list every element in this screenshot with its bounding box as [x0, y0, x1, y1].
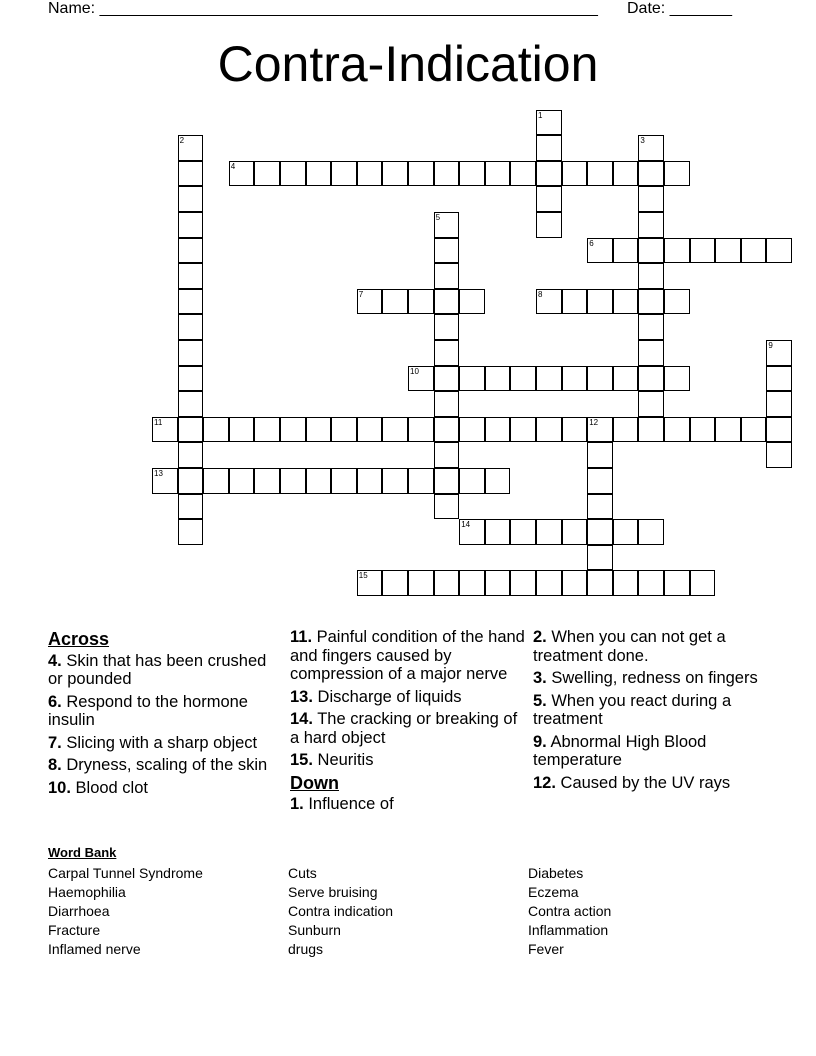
clue-item: [48, 779, 284, 798]
clue-number: 8: [538, 289, 543, 299]
clue-text: Influence of: [303, 795, 394, 813]
grid-cell[interactable]: [178, 314, 204, 340]
clue-number: 6.: [48, 692, 62, 711]
clue-number: 1.: [290, 795, 304, 813]
grid-cell[interactable]: [459, 417, 485, 443]
word-bank-item: Diabetes: [528, 865, 584, 881]
clue-text: Blood clot: [70, 778, 148, 797]
clue-number: 13.: [290, 687, 313, 706]
grid-cell[interactable]: [587, 289, 613, 315]
clue-number: 5: [435, 213, 441, 222]
clue-number: 9: [768, 341, 773, 350]
grid-cell[interactable]: [510, 366, 536, 392]
grid-cell[interactable]: [152, 417, 178, 443]
grid-cell[interactable]: [485, 366, 511, 392]
grid-cell[interactable]: [382, 161, 408, 187]
grid-cell[interactable]: [357, 468, 383, 494]
grid-cell[interactable]: [485, 468, 511, 494]
clue-text: When you react during a treatment: [533, 691, 732, 728]
clue-item: [48, 756, 284, 775]
grid-cell[interactable]: [408, 366, 434, 392]
grid-cell[interactable]: [664, 289, 690, 315]
grid-cell[interactable]: [638, 417, 664, 443]
clue-item: [533, 628, 769, 665]
clues-column-1: [48, 628, 284, 801]
grid-cell[interactable]: [382, 570, 408, 596]
grid-cell[interactable]: [638, 289, 664, 315]
grid-cell[interactable]: [562, 519, 588, 545]
clue-text: Skin that has been crushed or pounded: [48, 651, 267, 688]
word-bank-title: Word Bank: [48, 845, 117, 860]
grid-cell[interactable]: [434, 238, 460, 264]
grid-cell[interactable]: [638, 519, 664, 545]
clue-item: [290, 628, 526, 684]
date-line: Date: _______: [627, 0, 732, 17]
grid-cell[interactable]: [510, 417, 536, 443]
grid-cell[interactable]: [536, 417, 562, 443]
grid-cell[interactable]: [382, 417, 408, 443]
grid-cell[interactable]: [254, 417, 280, 443]
clue-number: 9.: [533, 732, 547, 751]
clue-number: 13: [154, 469, 163, 478]
grid-cell[interactable]: [203, 417, 229, 443]
clue-text: The cracking or breaking of a hard object: [290, 710, 518, 747]
grid-cell[interactable]: [638, 391, 664, 417]
clue-number: 7.: [48, 733, 62, 752]
grid-cell[interactable]: [613, 570, 639, 596]
grid-cell[interactable]: [459, 161, 485, 187]
clue-number: 15: [358, 571, 368, 581]
grid-cell[interactable]: [613, 417, 639, 443]
grid-cell[interactable]: [536, 519, 562, 545]
clue-number: 3.: [533, 669, 547, 687]
grid-cell[interactable]: [434, 366, 460, 392]
word-bank-item: Fever: [528, 941, 564, 957]
grid-cell[interactable]: [536, 186, 562, 212]
grid-cell[interactable]: [178, 263, 204, 289]
word-bank-item: Inflamed nerve: [48, 941, 141, 957]
grid-cell[interactable]: [690, 417, 716, 443]
grid-cell[interactable]: [690, 570, 716, 596]
grid-cell[interactable]: [613, 289, 639, 315]
clue-item: [290, 710, 526, 747]
grid-cell[interactable]: [306, 161, 332, 187]
grid-cell[interactable]: [434, 570, 460, 596]
grid-cell[interactable]: [741, 417, 767, 443]
clue-text: Swelling, redness on fingers: [546, 669, 758, 687]
grid-cell[interactable]: [229, 161, 255, 187]
word-bank-item: Serve bruising: [288, 884, 378, 900]
grid-cell[interactable]: [638, 340, 664, 366]
clue-number: 10: [410, 366, 419, 376]
grid-cell[interactable]: [613, 161, 639, 187]
clue-number: 5.: [533, 691, 547, 710]
word-bank-item: Inflammation: [528, 922, 609, 938]
grid-cell[interactable]: [536, 570, 562, 596]
grid-cell[interactable]: [715, 417, 741, 443]
clue-number: 2.: [533, 628, 547, 646]
clue-number: 3: [640, 136, 645, 146]
grid-cell[interactable]: [638, 212, 664, 238]
grid-cell[interactable]: [331, 161, 357, 187]
grid-cell[interactable]: [587, 494, 613, 520]
grid-cell[interactable]: [638, 570, 664, 596]
clue-number: 2: [179, 136, 185, 146]
grid-cell[interactable]: [459, 468, 485, 494]
grid-cell[interactable]: [638, 366, 664, 392]
word-bank-column-2: [288, 864, 393, 959]
grid-cell[interactable]: [536, 161, 562, 187]
grid-cell[interactable]: [562, 570, 588, 596]
clue-text: Dryness, scaling of the skin: [61, 756, 268, 774]
grid-cell[interactable]: [382, 468, 408, 494]
grid-cell[interactable]: [587, 545, 613, 571]
grid-cell[interactable]: [408, 289, 434, 315]
clue-number: 6: [589, 238, 594, 248]
clue-number: 12: [589, 417, 599, 427]
grid-cell[interactable]: [434, 340, 460, 366]
grid-cell[interactable]: [587, 238, 613, 264]
grid-cell[interactable]: [562, 366, 588, 392]
grid-cell[interactable]: [741, 238, 767, 264]
word-bank-item: Haemophilia: [48, 884, 126, 900]
grid-cell[interactable]: [408, 570, 434, 596]
clue-item: [533, 692, 769, 729]
grid-cell[interactable]: [562, 417, 588, 443]
grid-cell[interactable]: [178, 442, 204, 468]
grid-cell[interactable]: [178, 289, 204, 315]
grid-cell[interactable]: [536, 212, 562, 238]
grid-cell[interactable]: [587, 417, 613, 443]
word-bank-item: drugs: [288, 941, 324, 957]
grid-cell[interactable]: [408, 468, 434, 494]
grid-cell[interactable]: [203, 468, 229, 494]
grid-cell[interactable]: [434, 391, 460, 417]
grid-cell[interactable]: [664, 366, 690, 392]
clue-number: 12.: [533, 773, 556, 792]
grid-cell[interactable]: [638, 135, 664, 161]
grid-cell[interactable]: [382, 289, 408, 315]
grid-cell[interactable]: [766, 391, 792, 417]
grid-cell[interactable]: [306, 417, 332, 443]
grid-cell[interactable]: [638, 161, 664, 187]
grid-cell[interactable]: [536, 110, 562, 136]
name-line: Name: ________________________________________________________: [48, 0, 598, 17]
grid-cell[interactable]: [613, 519, 639, 545]
grid-cell[interactable]: [485, 417, 511, 443]
grid-cell[interactable]: [434, 263, 460, 289]
grid-cell[interactable]: [536, 135, 562, 161]
clue-number: 1: [538, 110, 543, 120]
clue-item: [533, 669, 769, 688]
grid-cell[interactable]: [562, 161, 588, 187]
clue-item: [48, 693, 284, 730]
grid-cell[interactable]: [434, 161, 460, 187]
clue-number: 10.: [48, 778, 71, 797]
grid-cell[interactable]: [280, 468, 306, 494]
page-title: Contra-Indication: [217, 36, 599, 92]
grid-cell[interactable]: [766, 340, 792, 366]
grid-cell[interactable]: [664, 417, 690, 443]
clue-number: 11: [154, 417, 163, 427]
grid-cell[interactable]: [408, 161, 434, 187]
clue-item: [48, 734, 284, 753]
grid-cell[interactable]: [510, 570, 536, 596]
grid-cell[interactable]: [766, 417, 792, 443]
grid-cell[interactable]: [178, 519, 204, 545]
clue-text: Painful condition of the hand and fingers caused by compression of a major nerve: [290, 628, 525, 683]
clue-number: 15.: [290, 751, 313, 769]
clue-item: [290, 688, 526, 707]
grid-cell[interactable]: [178, 468, 204, 494]
clue-item: [290, 795, 526, 814]
grid-cell[interactable]: [766, 366, 792, 392]
clue-text: Respond to the hormone insulin: [48, 692, 248, 729]
down-heading: Down: [290, 772, 339, 793]
word-bank-item: Contra indication: [288, 903, 394, 919]
grid-cell[interactable]: [229, 468, 255, 494]
grid-cell[interactable]: [434, 212, 460, 238]
grid-cell[interactable]: [178, 391, 204, 417]
grid-cell[interactable]: [536, 289, 562, 315]
grid-cell[interactable]: [331, 468, 357, 494]
clue-text: Slicing with a sharp object: [61, 733, 258, 752]
grid-cell[interactable]: [613, 366, 639, 392]
grid-cell[interactable]: [664, 570, 690, 596]
grid-cell[interactable]: [152, 468, 178, 494]
grid-cell[interactable]: [638, 238, 664, 264]
grid-cell[interactable]: [664, 238, 690, 264]
grid-cell[interactable]: [485, 570, 511, 596]
grid-cell[interactable]: [178, 135, 204, 161]
grid-cell[interactable]: [178, 238, 204, 264]
grid-cell[interactable]: [664, 161, 690, 187]
grid-cell[interactable]: [485, 519, 511, 545]
clue-number: 14.: [290, 710, 313, 728]
grid-cell[interactable]: [357, 161, 383, 187]
grid-cell[interactable]: [459, 366, 485, 392]
word-bank-item: Contra action: [528, 903, 612, 919]
grid-cell[interactable]: [587, 468, 613, 494]
word-bank-item: Fracture: [48, 922, 101, 938]
clue-text: Caused by the UV rays: [555, 773, 731, 792]
word-bank-column-3: [528, 864, 611, 959]
grid-cell[interactable]: [280, 161, 306, 187]
grid-cell[interactable]: [613, 238, 639, 264]
grid-cell[interactable]: [536, 366, 562, 392]
grid-cell[interactable]: [357, 289, 383, 315]
grid-cell[interactable]: [178, 340, 204, 366]
grid-cell[interactable]: [766, 238, 792, 264]
clue-text: Abnormal High Blood temperature: [533, 732, 707, 769]
clue-item: [533, 733, 769, 770]
grid-cell[interactable]: [254, 468, 280, 494]
clue-text: When you can not get a treatment done.: [533, 628, 726, 665]
grid-cell[interactable]: [408, 417, 434, 443]
grid-cell[interactable]: [434, 442, 460, 468]
grid-cell[interactable]: [690, 238, 716, 264]
clues-column-3: [533, 628, 769, 796]
grid-cell[interactable]: [178, 186, 204, 212]
grid-cell[interactable]: [254, 161, 280, 187]
grid-cell[interactable]: [587, 442, 613, 468]
grid-cell[interactable]: [178, 161, 204, 187]
clue-number: 4: [230, 161, 236, 171]
clue-number: 7: [358, 289, 364, 299]
clue-text: Discharge of liquids: [312, 687, 462, 706]
grid-cell[interactable]: [638, 314, 664, 340]
grid-cell[interactable]: [715, 238, 741, 264]
grid-cell[interactable]: [510, 519, 536, 545]
grid-cell[interactable]: [331, 417, 357, 443]
grid-cell[interactable]: [587, 519, 613, 545]
clue-item: [48, 652, 284, 689]
grid-cell[interactable]: [459, 289, 485, 315]
word-bank-item: Cuts: [288, 865, 317, 881]
clue-item: [533, 774, 769, 793]
across-heading: Across: [48, 629, 110, 649]
grid-cell[interactable]: [306, 468, 332, 494]
word-bank-item: Carpal Tunnel Syndrome: [48, 865, 203, 881]
grid-cell[interactable]: [357, 417, 383, 443]
word-bank-item: Sunburn: [288, 922, 341, 938]
grid-cell[interactable]: [178, 417, 204, 443]
word-bank-item: Eczema: [528, 884, 579, 900]
clue-number: 11.: [290, 628, 313, 646]
grid-cell[interactable]: [485, 161, 511, 187]
grid-cell[interactable]: [178, 366, 204, 392]
grid-cell[interactable]: [434, 468, 460, 494]
grid-cell[interactable]: [510, 161, 536, 187]
grid-cell[interactable]: [562, 289, 588, 315]
grid-cell[interactable]: [587, 570, 613, 596]
grid-cell[interactable]: [766, 442, 792, 468]
grid-cell[interactable]: [280, 417, 306, 443]
grid-cell[interactable]: [638, 263, 664, 289]
grid-cell[interactable]: [638, 186, 664, 212]
grid-cell[interactable]: [459, 570, 485, 596]
clue-number: 8.: [48, 756, 62, 774]
grid-cell[interactable]: [178, 212, 204, 238]
word-bank-column-1: [48, 864, 203, 959]
grid-cell[interactable]: [178, 494, 204, 520]
grid-cell[interactable]: [229, 417, 255, 443]
grid-cell[interactable]: [357, 570, 383, 596]
grid-cell[interactable]: [587, 366, 613, 392]
word-bank-item: Diarrhoea: [48, 903, 110, 919]
clue-number: 14: [461, 520, 471, 530]
clue-item: [290, 751, 526, 770]
grid-cell[interactable]: [434, 314, 460, 340]
grid-cell[interactable]: [587, 161, 613, 187]
clues-column-2: [290, 628, 526, 818]
grid-cell[interactable]: [459, 519, 485, 545]
grid-cell[interactable]: [434, 494, 460, 520]
grid-cell[interactable]: [434, 417, 460, 443]
clue-number: 4.: [48, 651, 62, 670]
clue-text: Neuritis: [312, 751, 374, 769]
grid-cell[interactable]: [434, 289, 460, 315]
